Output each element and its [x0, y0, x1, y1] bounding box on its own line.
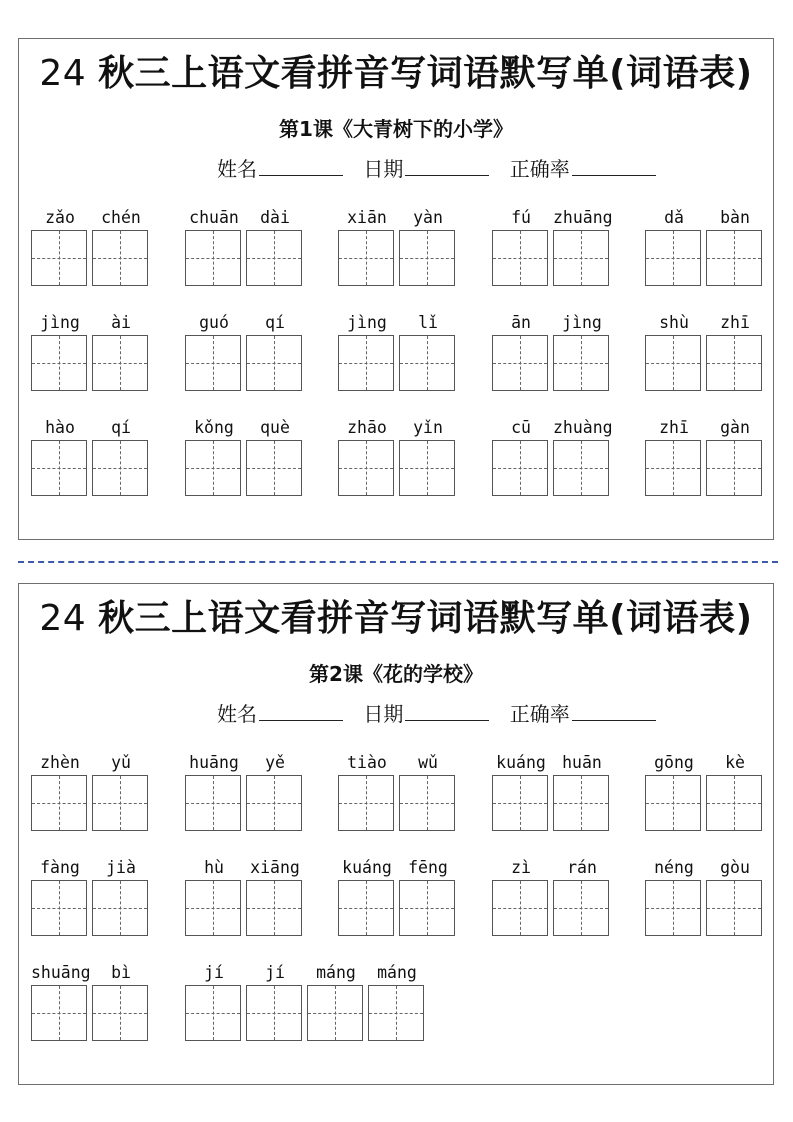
pinyin-label: xiān — [347, 208, 387, 227]
pinyin-label: gàn — [720, 418, 750, 437]
pinyin-label: shù — [659, 313, 689, 332]
worksheet-lesson-1 — [18, 38, 774, 540]
writing-box[interactable] — [553, 230, 609, 286]
pinyin-label: qí — [265, 313, 285, 332]
writing-box[interactable] — [185, 335, 241, 391]
writing-box[interactable] — [706, 440, 762, 496]
writing-box[interactable] — [31, 775, 87, 831]
writing-box[interactable] — [338, 230, 394, 286]
pinyin-label: ān — [511, 313, 531, 332]
writing-box[interactable] — [553, 440, 609, 496]
writing-box[interactable] — [645, 230, 701, 286]
pinyin-label: zhuāng — [553, 208, 613, 227]
writing-box[interactable] — [246, 230, 302, 286]
name-label: 姓名 — [217, 157, 257, 181]
pinyin-label: zhī — [720, 313, 750, 332]
name-blank[interactable] — [259, 155, 343, 176]
writing-box[interactable] — [31, 440, 87, 496]
pinyin-label: jìng — [347, 313, 387, 332]
pinyin-label: jí — [204, 963, 224, 982]
writing-box[interactable] — [706, 880, 762, 936]
writing-box[interactable] — [92, 880, 148, 936]
pinyin-label: zhī — [659, 418, 689, 437]
word-row — [19, 207, 773, 307]
student-info-fields — [217, 155, 670, 183]
pinyin-label: néng — [654, 858, 694, 877]
writing-box[interactable] — [553, 775, 609, 831]
pinyin-label: hào — [45, 418, 75, 437]
pinyin-label: ài — [111, 313, 131, 332]
writing-box[interactable] — [645, 880, 701, 936]
pinyin-label: jìng — [40, 313, 80, 332]
writing-box[interactable] — [399, 775, 455, 831]
name-field[interactable] — [217, 155, 343, 183]
worksheet-title — [19, 596, 773, 642]
pinyin-label: zhuàng — [553, 418, 613, 437]
writing-box[interactable] — [645, 335, 701, 391]
accuracy-blank[interactable] — [572, 700, 656, 721]
writing-box[interactable] — [492, 440, 548, 496]
pinyin-label: bì — [111, 963, 131, 982]
pinyin-label: kuáng — [496, 753, 546, 772]
date-blank[interactable] — [405, 155, 489, 176]
writing-box[interactable] — [338, 775, 394, 831]
writing-box[interactable] — [246, 985, 302, 1041]
writing-box[interactable] — [492, 230, 548, 286]
title-text: 秋三上语文看拼音写词语默写单(词语表) — [98, 53, 753, 94]
writing-box[interactable] — [31, 230, 87, 286]
pinyin-label: kè — [725, 753, 745, 772]
writing-box[interactable] — [399, 880, 455, 936]
writing-box[interactable] — [553, 335, 609, 391]
writing-box[interactable] — [92, 335, 148, 391]
writing-box[interactable] — [185, 985, 241, 1041]
pinyin-label: fàng — [40, 858, 80, 877]
writing-box[interactable] — [92, 440, 148, 496]
writing-box[interactable] — [368, 985, 424, 1041]
pinyin-label: dǎ — [664, 208, 684, 227]
name-blank[interactable] — [259, 700, 343, 721]
title-text: 秋三上语文看拼音写词语默写单(词语表) — [98, 598, 753, 639]
writing-box[interactable] — [185, 440, 241, 496]
word-row — [19, 417, 773, 517]
pinyin-label: zì — [511, 858, 531, 877]
pinyin-label: hù — [204, 858, 224, 877]
accuracy-blank[interactable] — [572, 155, 656, 176]
word-row — [19, 857, 773, 957]
writing-box[interactable] — [31, 880, 87, 936]
pinyin-label: máng — [377, 963, 417, 982]
writing-box[interactable] — [399, 335, 455, 391]
cut-line — [18, 561, 778, 563]
pinyin-label: yàn — [413, 208, 443, 227]
pinyin-label: guó — [199, 313, 229, 332]
writing-box[interactable] — [338, 880, 394, 936]
student-info-fields — [217, 700, 670, 728]
pinyin-label: zǎo — [45, 208, 75, 227]
pinyin-label: huāng — [189, 753, 239, 772]
pinyin-label: shuāng — [31, 963, 91, 982]
word-row — [19, 312, 773, 412]
writing-box[interactable] — [185, 775, 241, 831]
pinyin-label: dài — [260, 208, 290, 227]
pinyin-label: yě — [265, 753, 285, 772]
name-field[interactable] — [217, 700, 343, 728]
writing-box[interactable] — [645, 440, 701, 496]
word-row — [19, 752, 773, 852]
writing-box[interactable] — [706, 230, 762, 286]
writing-box[interactable] — [92, 230, 148, 286]
pinyin-label: jí — [265, 963, 285, 982]
pinyin-label: yǐn — [413, 418, 443, 437]
pinyin-label: zhèn — [40, 753, 80, 772]
pinyin-label: xiāng — [250, 858, 300, 877]
pinyin-label: wǔ — [418, 753, 438, 772]
writing-box[interactable] — [185, 230, 241, 286]
writing-box[interactable] — [492, 335, 548, 391]
name-label: 姓名 — [217, 702, 257, 726]
writing-box[interactable] — [92, 985, 148, 1041]
pinyin-label: tiào — [347, 753, 387, 772]
pinyin-label: cū — [511, 418, 531, 437]
writing-box[interactable] — [706, 335, 762, 391]
writing-box[interactable] — [246, 880, 302, 936]
writing-box[interactable] — [492, 775, 548, 831]
pinyin-label: rán — [567, 858, 597, 877]
pinyin-label: máng — [316, 963, 356, 982]
writing-box[interactable] — [31, 985, 87, 1041]
writing-box[interactable] — [246, 775, 302, 831]
pinyin-label: què — [260, 418, 290, 437]
date-label: 日期 — [363, 157, 404, 181]
pinyin-label: chuān — [189, 208, 239, 227]
writing-box[interactable] — [338, 335, 394, 391]
writing-box[interactable] — [645, 775, 701, 831]
pinyin-label: gōng — [654, 753, 694, 772]
pinyin-label: kuáng — [342, 858, 392, 877]
pinyin-label: qí — [111, 418, 131, 437]
accuracy-label: 正确率 — [509, 157, 570, 181]
pinyin-label: bàn — [720, 208, 750, 227]
pinyin-label: huān — [562, 753, 602, 772]
pinyin-label: gòu — [720, 858, 750, 877]
writing-box[interactable] — [92, 775, 148, 831]
word-row — [19, 962, 773, 1062]
worksheet-title — [19, 51, 773, 97]
title-year: 24 — [39, 53, 87, 94]
accuracy-field[interactable] — [510, 700, 656, 728]
lesson-heading: 第2课《花的学校》 — [309, 662, 483, 686]
title-year: 24 — [39, 598, 87, 639]
date-field[interactable] — [363, 155, 489, 183]
writing-box[interactable] — [399, 440, 455, 496]
accuracy-label: 正确率 — [509, 702, 570, 726]
writing-box[interactable] — [185, 880, 241, 936]
writing-box[interactable] — [307, 985, 363, 1041]
pinyin-label: jìng — [562, 313, 602, 332]
pinyin-label: yǔ — [111, 753, 131, 772]
pinyin-label: chén — [101, 208, 141, 227]
pinyin-label: kǒng — [194, 418, 234, 437]
writing-box[interactable] — [31, 335, 87, 391]
worksheet-lesson-2 — [18, 583, 774, 1085]
lesson-heading: 第1课《大青树下的小学》 — [279, 117, 513, 141]
pinyin-label: jià — [106, 858, 136, 877]
pinyin-label: fēng — [408, 858, 448, 877]
date-field[interactable] — [363, 700, 489, 728]
writing-box[interactable] — [246, 335, 302, 391]
writing-box[interactable] — [246, 440, 302, 496]
writing-box[interactable] — [492, 880, 548, 936]
writing-box[interactable] — [399, 230, 455, 286]
writing-box[interactable] — [553, 880, 609, 936]
pinyin-label: fú — [511, 208, 531, 227]
accuracy-field[interactable] — [510, 155, 656, 183]
pinyin-label: zhāo — [347, 418, 387, 437]
writing-box[interactable] — [706, 775, 762, 831]
pinyin-label: lǐ — [418, 313, 438, 332]
writing-box[interactable] — [338, 440, 394, 496]
date-label: 日期 — [363, 702, 404, 726]
date-blank[interactable] — [405, 700, 489, 721]
